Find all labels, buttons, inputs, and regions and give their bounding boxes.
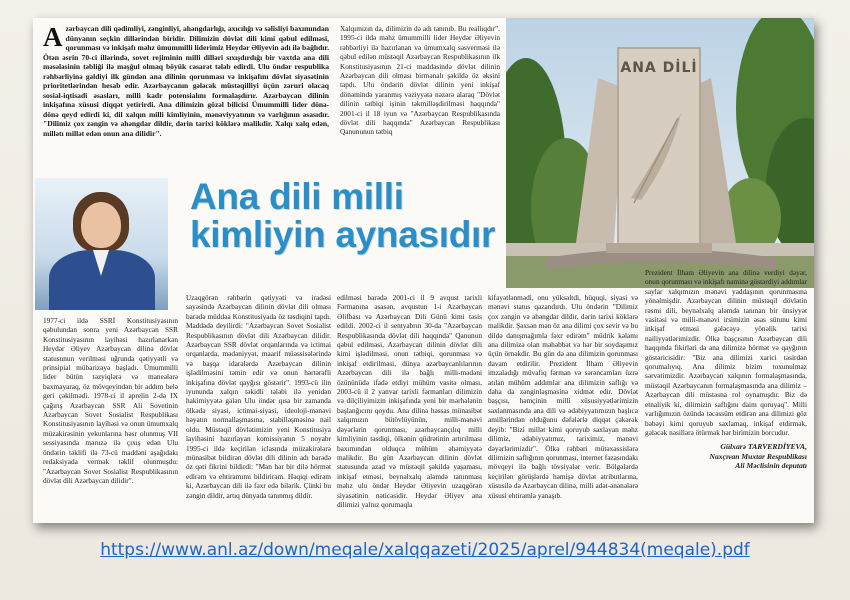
- portrait-face: [81, 202, 121, 248]
- author-name: Gülxarə TARVERDİYEVA,: [720, 442, 807, 451]
- article-column-top-right: Xalqımızın da, dilimizin də adı tanınıb. Bu reallıqdır". 1995-ci ildə məhz ümummilli lider Heydər Əliyevin rəhbərliyi ilə hazırlanan və ümumxalq səsverməsi ilə qəbul edilən müstəqil Azərbaycan Respublikasının ilk Konstitusiyasının 21-ci maddəsində dövlət dilinin Azərbaycan dili olması birmənalı şəkildə öz əksini tapdı. Ulu öndərin dövlət dilinin yeni inkişaf dönəmində yaranmış vəziyyətə nəzərə alaraq "Dövlət dilinin tətbiqi işinin təkmilləşdirilməsi haqqında" 2001-ci il 18 iyun və "Azərbaycan Respublikasında dövlət dili haqqında" Azərbaycan Respublikası Qanununun tətbiq: [340, 24, 500, 137]
- article-headline: Ana dili milli kimliyin aynasıdır: [190, 176, 496, 255]
- article-column-2: Uzaqgörən rəhbərin qətiyyəti və iradəsi sayəsində Azərbaycan dilinin dövlət dili olması barədə müddəa Konstitusiyada öz təsdiqini tapdı. Maddədə deyilirdi: "Azərbaycan Sovet Sosialist Respublikasının dövlət dili Azərbaycan dilidir. Azərbaycan SSR dövlət orqanlarında və ictimai orqanlarda, mədəniyyət, maarif müəssisələrində və başqa idarələrdə Azərbaycan dilinin işlədilməsini təmin edir və onun hərtərəfli inkişafına dövlət qayğısı göstərir". 1993-cü ilin iyununda xalqın təkidli tələbi ilə yenidən hakimiyyətə gələn Ulu öndər qısa bir zamanda ölkədə siyasi, ictimai-siyasi, ideoloji-mənəvi həyatın normallaşmasına, stabilləşməsinə nail oldu. Müstəqil dövlətimizin yeni Konstitusiya layihəsini hazırlayan komissiyanın 5 noyabr 1995-ci ildə keçirilən iclasında müzakirələrə münasibət bildirən dövlət dili dilinin adı barədə öz qəti fikrini bildirdi: "Mən hər bir dilə hörmət edirəm və ehtiramımı bildirirəm. Həqiqi edirəm ki, Azərbaycan dili ilə fəxr edə bilərik. Çünki bu zəngin dildir, artıq dünyada tanınmış dildir.: [186, 293, 331, 500]
- article-column-1: 1977-ci ildə SSRİ Konstitusiyasının qəbulundan sonra yeni Azərbaycan SSR Konstitusiyasının layihəsi hazırlanarkən Heydər Əliyev Azərbaycan dilinə dövlət statusunun verilməsi uğrunda qətiyyətli və prinsipial mübarizəyə başladı. Ümummilli lider bütün təzyiqlərə və maneələrə baxmayaraq, öz mövqeyindən bir addım belə geri çəkilmədi. 1978-ci il aprelin 2-də IX çağırış Azərbaycan SSR Ali Sovetinin Azərbaycan Sovet Sosialist Respublikası Konstitusiyasının layihəsi və onun ümumxalq müzakirəsinin yekunlarına həsr olunmuş VII sessiyasında məruzə ilə çıxış edən Ulu öndərin təklifi ilə 73-cü maddəni aşağıdakı redaksiyada vermək təklif olunmuşdu: "Azərbaycan Sovet Sosialist Respublikasının dövlət dili Azərbaycan dilidir".: [43, 316, 178, 485]
- source-link[interactable]: https://www.anl.az/down/meqale/xalqqazeti/2025/aprel/944834(meqale).pdf: [100, 540, 750, 560]
- author-role-line-1: Naxçıvan Muxtar Respublikası: [709, 451, 807, 461]
- article-column-4: kifayətlənmədi, onu yüksəltdi, hüquqi, siyasi və mənəvi status qazandırdı. Ulu öndərin "Dilimiz çox zəngin və ahəngdar dildir, dərin tarixi köklərə malikdir. Şəxsən mən öz ana dilimi çox sevir və bu dildə danışmağımla fəxr edirəm" müdrik kəlamı ana dilimizə olan məhəbbət və hər bir soydaşımız üçün örnəkdir. Bu gün də ana dilimizin qorunması davam etdirilir. Prezident İlham Əliyevin imzaladığı müvafiq fərman və sərəncamları üzrə atılan mühüm addımlar ana dilimizin saflığı və daha da zənginləşməsinə xidmət edir. Dövlət başçısı, həmçinin milli xüsusiyyətlərimizin saxlanmasında ana dili və ədəbiyyatımızın başlıca amillərindən olduğunu dəfələrlə diqqət çəkərək deyib: "Bizi millət kimi qoruyub saxlayan məhz dilimiz, ədəbiyyatımız, tariximiz, mənəvi dəyərlərimizdir". Ölkə rəhbəri mütəxəssislərə dilimizin saflığının qorunması, internet fəzasındakı mövqeyi ilə bağlı tövsiyələr verir. Bölgələrdə keçirilən görüşlərdə həmişə dövlət atributlarına, xüsusilə də Azərbaycan dilinə, milli adət-ənənələrə xüsusi ehtiramla yanaşıb.: [488, 293, 638, 500]
- author-portrait-photo: [35, 178, 168, 310]
- ana-dili-monument-photo: [506, 18, 814, 288]
- author-signature: [645, 442, 807, 471]
- newspaper-clipping: [33, 18, 814, 523]
- author-role-line-2: Ali Məclisinin deputatı: [735, 461, 807, 471]
- intro-text: zərbaycan dili qədimliyi, zənginliyi, ahəngdarlığı, axıcılığı və səlisliyi baxımından dünyanın seçkin dillərindən biridir. Dilimizin dövlət dili kimi qəbul edilməsi, qorunması və inkişafı məhz ümummilli liderimiz Heydər Əliyevin adı ilə bağlıdır. Ötən əsrin 70-ci illərində, sovet rejiminin milli dilləri sıxışdırdığı bir vaxtda ana dili məsələsinin təbliği ilə məşğul olmaq böyük cəsarət tələb edirdi. Ulu öndər respublika rəhbərliyinə gəldiyi ilk gündən ana dilinin qorunması və inkişafını dövlət siyasətinin prioritetlərindən hesab edir. Azərbaycanın gələcək müstəqilliyi üçün zəruri olacaq sosial-iqtisadi əsasları, milli kadr potensialını formalaşdırır. Azərbaycan dilinin inkişafına xüsusi diqqət yetirirdi. Ana dilimizin gözəl bilicisi Ümummilli lider dönə-dönə qeyd edirdi ki, dil xalqın milli kimliyinin, mənəviyyatının və varlığının əsasıdır. "Dilimiz çox zəngin və ahəngdar dildir, dərin tarixi köklərə malikdir. Xalqı xalq edən, millətı millət edən onun ana dilidir".: [43, 24, 329, 138]
- drop-cap: A: [43, 24, 63, 52]
- monument-illustration: [506, 18, 814, 288]
- article-intro: [43, 24, 329, 174]
- article-column-5: Prezident İlham Əliyevin ana dilinə verdiyi dəyər, onun qorunması və inkişafı naminə göstərdiyi addımlar saylar xalqımızın mənəvi yaddaşının qorunmasına yönəlmişdir. Azərbaycan dilinin müstəqil dövlətin rəsmi dili, beynəlxalq aləmdə tanınan bir ünsiyyət vasitəsi və milli-mənəvi irsimizin əsas sütunu kimi inkişaf etməsi gələcəyə yönəlik tarixi nailiyyətlərimizdir. Ölkə başçısının Azərbaycan dili haqqında fikirləri də ana dilimizə hörmət və qayğının göstəricisidir: "Biz ana dilimizi xarici təsirdən qorumalıyıq. Ana dilimiz bizim toxunulmaz sərvətimizdir. Azərbaycan xalqının formalaşmasında, müstəqil Azərbaycanın formalaşmasında ana dilimiz – Azərbaycan dili müstəsna rol oynamışdır. Biz də etnaliyik ki, dilimizin saflığını daim qoruyaq". Milli varlığımızın özündə təcəssüm etdirən ana dilimizi göz bəbəyi kimi qoruyub saxlamaq, inkişaf etdirmək, gələcək nəsillərə ötürmək hər birimizin borcudur.: [645, 268, 807, 437]
- article-column-3: edilməsi barədə 2001-ci il 9 avqust tarixli Fərmanına əsasən, avqustun 1-i Azərbaycan Əlifbası və Azərbaycan Dili Günü kimi təsis edildi. 2002-ci il sentyabrın 30-da "Azərbaycan Respublikasında dövlət dili haqqında" Qanunun qəbul edilməsi, Azərbaycan dilinin dövlət dili kimi işlədilməsi, onun tətbiqi, qorunması və inkişaf etdirilməsi, dünya azərbaycanlılarının Azərbaycan dili ilə bağlı milli-mədəni özününüdə ifadə etdiyi mühüm vasitə olması, 2003-cü il 2 yanvar tarixli fərmanları dilimizin və dilçiliyimizin inkişafında yeni bir mərhələnin başlanğıcını qoydu. Ana dilinə həssas münasibət xalqımızın bütövlüyünün, milli-mənəvi dəyərlərin qorunması, azərbaycançılıq milli kimliyinin təsdiqi, ölkənin qüdrətinin artırılması baxımından olduqca mühüm əhəmiyyətə malikdir. Bu gün Azərbaycan dilinin dövlət statusunda azad və müstəqil şəkildə yaşaması, inkişaf etməsi, beynəlxalq aləmdə tanınması məhz ulu öndər Heydər Əliyevin uzaqgörən siyasətinin nəticəsidir. Heydər Əliyev ana dilimizi yalnız qorumaqla: [337, 293, 482, 509]
- monument-label: ANA DİLİ: [620, 60, 698, 76]
